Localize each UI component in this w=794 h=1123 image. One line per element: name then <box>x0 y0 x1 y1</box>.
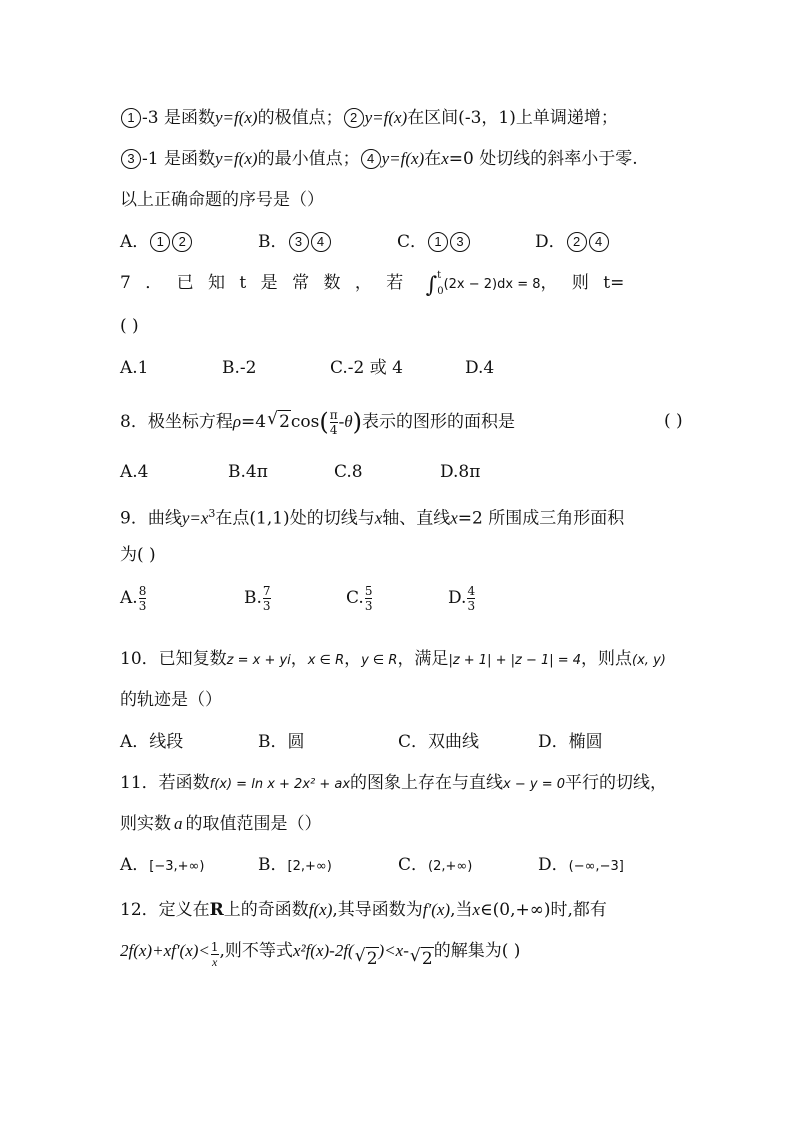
text: 10．已知复数 <box>120 649 227 669</box>
question-11 <box>120 772 667 796</box>
numerator: 5 <box>364 584 373 598</box>
option-value: [−3,+∞) <box>149 859 205 874</box>
formula: z = x + yi <box>226 653 291 668</box>
question-9 <box>120 503 624 530</box>
denominator: 4 <box>329 423 338 437</box>
fraction <box>263 584 271 613</box>
q9-option-d <box>448 584 476 613</box>
question-8 <box>120 408 515 437</box>
option-a <box>120 231 193 253</box>
text: 的取值范围是（） <box>185 814 322 834</box>
formula: x²f(x)-2f( <box>292 941 354 960</box>
text: =0 处切线的斜率小于零. <box>448 149 638 169</box>
formula: y=f(x) <box>214 108 258 127</box>
statement-line-1 <box>120 107 618 129</box>
circled-number: 3 <box>289 232 309 252</box>
text: 的最小值点； <box>257 149 360 169</box>
q10-option-d: D．椭圆 <box>538 732 603 752</box>
text: 则实数 <box>120 814 171 834</box>
option-value: (2,+∞) <box>428 859 473 874</box>
option-label: A． <box>120 232 150 252</box>
question-10-line2: 的轨迹是（） <box>120 690 222 710</box>
formula: |z + 1| + |z − 1| = 4 <box>448 653 582 668</box>
text: ，满足 <box>397 649 449 669</box>
statement-line-2 <box>120 148 638 170</box>
q8-option-c: C.8 <box>334 462 363 482</box>
text: ,当 <box>450 900 473 920</box>
formula: x − y = 0 <box>503 777 566 792</box>
q9-option-b <box>244 584 272 613</box>
formula: a <box>174 814 183 833</box>
option-value: (−∞,−3] <box>568 859 624 874</box>
sqrt: √ 2 <box>366 947 379 970</box>
option-value: [2,+∞) <box>287 859 332 874</box>
formula: y ∈ R <box>361 653 398 668</box>
text: 在区间(-3，1)上单调递增； <box>407 108 618 128</box>
circled-number: 1 <box>121 108 141 128</box>
q7-option-a: A.1 <box>120 358 149 378</box>
text: 在点(1,1)处的切线与 <box>215 508 375 529</box>
sqrt: √ 2 <box>421 947 434 970</box>
text: 11．若函数 <box>120 773 210 793</box>
option-label: C． <box>398 855 429 875</box>
option-label: C． <box>397 232 428 252</box>
question-9-line2: 为( ) <box>120 545 156 565</box>
text: -3 是函数 <box>142 108 215 128</box>
numerator: 1 <box>210 940 219 954</box>
numerator: 7 <box>262 584 271 598</box>
text: 7 ． 已 知 t 是 常 数 ， 若 <box>120 273 404 293</box>
formula: y=f(x) <box>381 149 425 168</box>
q9-option-a <box>120 584 147 613</box>
question-8-paren: ( ) <box>664 411 683 431</box>
question-12 <box>120 899 607 921</box>
text: 9．曲线 <box>120 508 182 529</box>
option-label: A. <box>120 588 138 608</box>
option-label: B. <box>244 588 262 608</box>
option-label: C. <box>346 588 364 608</box>
text: 表示的图形的面积是 <box>362 412 516 432</box>
text: 12．定义在 <box>120 900 210 920</box>
denominator: 3 <box>138 599 147 613</box>
text: ,其导函数为 <box>332 900 423 920</box>
option-b <box>258 231 332 253</box>
option-label: D. <box>448 588 467 608</box>
circled-number: 4 <box>589 232 609 252</box>
text: 的图象上存在与直线 <box>350 773 504 793</box>
option-label: A． <box>120 855 150 875</box>
numerator: 8 <box>138 584 147 598</box>
q11-option-a <box>120 854 204 878</box>
text: 轴、直线 <box>382 508 451 529</box>
numerator: 4 <box>467 584 476 598</box>
text: =2 所围成三角形面积 <box>457 508 625 529</box>
integrand: (2x − 2)dx = 8 <box>443 277 541 292</box>
question-prompt: 以上正确命题的序号是（） <box>120 190 324 210</box>
formula: f′(x) <box>422 900 451 919</box>
formula: (x, y) <box>632 653 666 668</box>
q11-option-b <box>258 854 332 878</box>
question-11-line2 <box>120 813 322 835</box>
text: ， <box>290 649 308 669</box>
fraction <box>365 584 373 613</box>
q8-option-a: A.4 <box>120 462 149 482</box>
text: ,则不等式 <box>219 941 293 961</box>
text: -1 是函数 <box>142 149 215 169</box>
q10-option-c: C．双曲线 <box>398 732 480 752</box>
text: 上的奇函数 <box>223 900 309 920</box>
q8-option-d: D.8π <box>440 462 481 482</box>
denominator: 3 <box>262 599 271 613</box>
denominator: x <box>212 955 218 969</box>
formula: ρ <box>232 412 241 431</box>
q10-option-b: B．圆 <box>258 732 305 752</box>
formula: x ∈ R <box>307 653 345 668</box>
formula: =4 <box>241 412 267 432</box>
text: 在 <box>424 149 442 169</box>
integral-sign: ∫ <box>425 273 438 298</box>
fraction <box>467 584 475 613</box>
formula: y=x <box>181 508 209 528</box>
circled-number: 2 <box>172 232 192 252</box>
option-label: D． <box>535 232 566 252</box>
option-label: D． <box>538 855 569 875</box>
question-12-line2 <box>120 940 520 970</box>
formula: -θ <box>338 412 353 431</box>
sqrt: √ 2 <box>278 410 291 433</box>
formula: x <box>472 900 481 919</box>
formula: cos <box>290 412 320 432</box>
q7-option-c: C.-2 或 4 <box>330 358 403 378</box>
q9-option-c <box>346 584 373 613</box>
question-10 <box>120 648 666 672</box>
question-7-paren: ( ) <box>120 316 139 336</box>
integral-upper: t <box>437 270 442 281</box>
option-d <box>535 231 610 253</box>
question-7 <box>120 272 624 297</box>
formula: )<x- <box>378 941 409 960</box>
text: ，则点 <box>581 649 633 669</box>
fraction <box>211 940 219 969</box>
text: ， <box>344 649 362 669</box>
text: 的解集为( ) <box>433 941 521 961</box>
circled-number: 3 <box>121 149 141 169</box>
fraction <box>139 584 147 613</box>
circled-number: 1 <box>428 232 448 252</box>
fraction <box>330 408 338 437</box>
exponent: 3 <box>208 507 216 520</box>
paren-open: ( <box>319 408 329 436</box>
text: 的极值点； <box>257 108 343 128</box>
formula: 2f(x)+xf′(x)< <box>120 941 210 960</box>
q11-option-d <box>538 854 624 878</box>
circled-number: 1 <box>150 232 170 252</box>
option-c <box>397 231 471 253</box>
text: 平行的切线， <box>565 773 668 793</box>
denominator: 3 <box>467 599 476 613</box>
option-label: B． <box>258 855 288 875</box>
formula: y=f(x) <box>364 108 408 127</box>
denominator: 3 <box>364 599 373 613</box>
formula: x <box>374 508 383 528</box>
circled-number: 2 <box>344 108 364 128</box>
integral-lower: 0 <box>437 286 444 297</box>
q11-option-c <box>398 854 472 878</box>
circled-number: 4 <box>361 149 381 169</box>
formula: x <box>441 149 449 168</box>
circled-number: 2 <box>567 232 587 252</box>
formula: y=f(x) <box>214 149 258 168</box>
text: ∈(0,+∞)时,都有 <box>480 900 607 920</box>
formula: R <box>209 900 224 920</box>
formula: x <box>450 508 458 528</box>
text: ， 则 t= <box>540 273 625 293</box>
formula: f(x) = ln x + 2x² + ax <box>209 777 351 792</box>
q7-option-b: B.-2 <box>222 358 257 378</box>
paren-close: ) <box>352 408 363 436</box>
q10-option-a: A．线段 <box>120 732 184 752</box>
q7-option-d: D.4 <box>465 358 495 378</box>
formula: f(x) <box>308 900 333 919</box>
q8-option-b: B.4π <box>228 462 268 482</box>
numerator: π <box>329 408 338 422</box>
circled-number: 3 <box>450 232 470 252</box>
text: 8．极坐标方程 <box>120 412 233 432</box>
option-label: B． <box>258 232 288 252</box>
circled-number: 4 <box>311 232 331 252</box>
